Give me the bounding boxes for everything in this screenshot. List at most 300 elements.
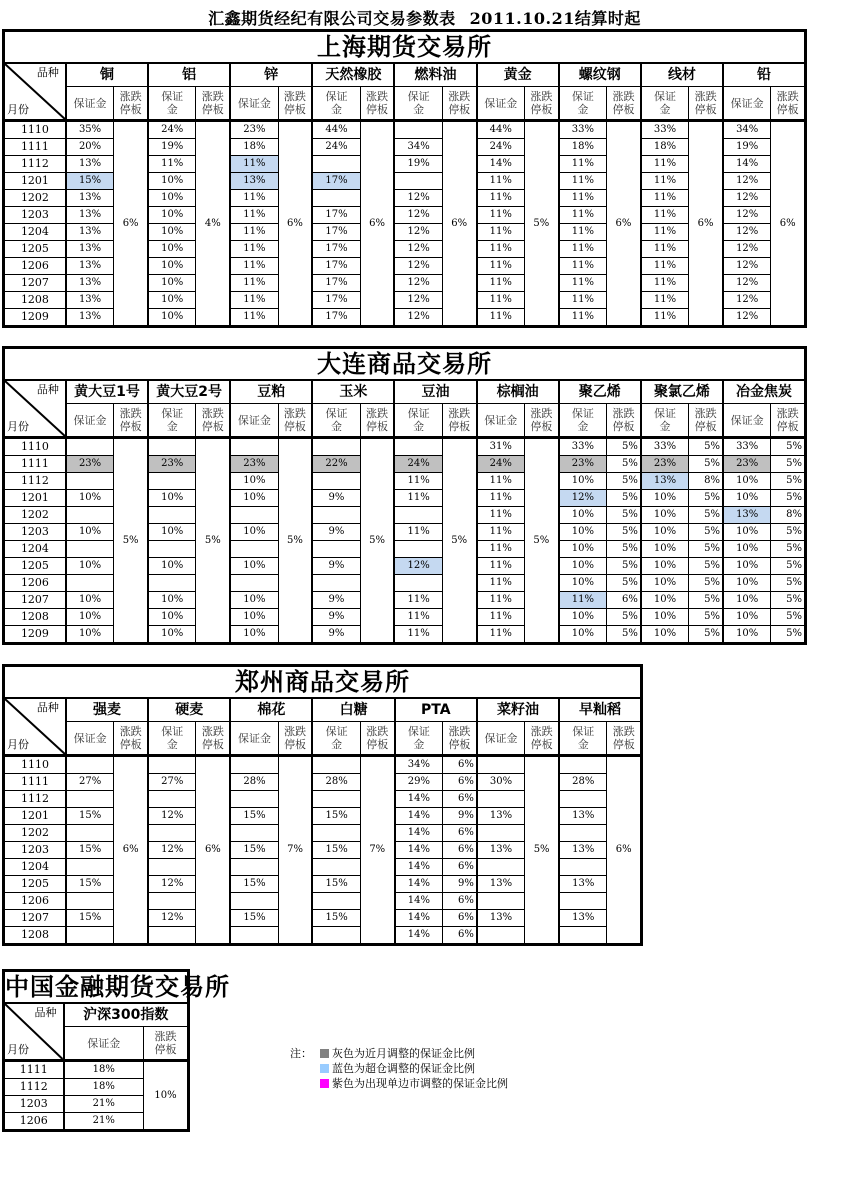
margin-cell: 11% bbox=[477, 309, 525, 327]
margin-cell: 13% bbox=[66, 275, 114, 292]
shfe-table bbox=[2, 29, 807, 328]
limit-cell: 5% bbox=[689, 558, 723, 575]
month-cell: 1208 bbox=[4, 609, 66, 626]
margin-cell bbox=[148, 791, 196, 808]
margin-cell: 10% bbox=[723, 541, 771, 558]
subheader-row bbox=[4, 87, 806, 121]
limit-cell: 5% bbox=[689, 507, 723, 524]
margin-cell: 34% bbox=[723, 121, 771, 139]
margin-cell bbox=[66, 575, 114, 592]
margin-cell bbox=[312, 893, 360, 910]
margin-cell: 14% bbox=[395, 825, 443, 842]
margin-cell: 23% bbox=[230, 456, 278, 473]
margin-cell bbox=[312, 507, 360, 524]
margin-cell: 23% bbox=[66, 456, 114, 473]
margin-cell: 11% bbox=[559, 592, 607, 609]
margin-cell: 9% bbox=[312, 609, 360, 626]
margin-cell: 10% bbox=[230, 473, 278, 490]
month-cell: 1203 bbox=[4, 842, 66, 859]
margin-cell: 13% bbox=[66, 156, 114, 173]
exchange-name: 大连商品交易所 bbox=[4, 348, 806, 381]
limit-cell: 5% bbox=[771, 473, 806, 490]
czce-table bbox=[2, 664, 643, 946]
limit-cell: 6% bbox=[443, 791, 477, 808]
subheader-row bbox=[4, 404, 806, 438]
margin-cell: 12% bbox=[723, 173, 771, 190]
margin-cell: 10% bbox=[230, 592, 278, 609]
product-name: 黄大豆1号 bbox=[66, 380, 148, 404]
margin-cell: 10% bbox=[66, 524, 114, 541]
margin-cell: 10% bbox=[148, 173, 196, 190]
margin-cell: 10% bbox=[559, 541, 607, 558]
product-name: 黄大豆2号 bbox=[148, 380, 230, 404]
margin-cell: 12% bbox=[148, 910, 196, 927]
margin-cell bbox=[477, 859, 525, 876]
limit-cell: 5% bbox=[607, 473, 641, 490]
limit-cell: 8% bbox=[689, 473, 723, 490]
limit-header: 涨跌 停板 bbox=[114, 87, 148, 121]
margin-cell bbox=[148, 756, 196, 774]
margin-cell: 21% bbox=[64, 1113, 144, 1131]
margin-cell: 10% bbox=[66, 490, 114, 507]
month-cell: 1206 bbox=[4, 893, 66, 910]
margin-cell: 34% bbox=[395, 756, 443, 774]
margin-cell: 11% bbox=[559, 207, 607, 224]
margin-cell: 11% bbox=[230, 207, 278, 224]
product-header-row bbox=[4, 63, 806, 87]
margin-cell: 11% bbox=[394, 524, 442, 541]
margin-cell: 10% bbox=[559, 626, 607, 644]
margin-cell: 11% bbox=[230, 156, 278, 173]
margin-cell: 10% bbox=[230, 609, 278, 626]
limit-cell: 6% bbox=[278, 121, 312, 327]
limit-cell: 5% bbox=[524, 438, 558, 644]
margin-cell: 10% bbox=[641, 558, 689, 575]
margin-cell: 17% bbox=[312, 258, 360, 275]
exchange-name: 上海期货交易所 bbox=[4, 31, 806, 64]
margin-cell: 33% bbox=[723, 438, 771, 456]
margin-cell bbox=[477, 756, 525, 774]
month-cell: 1207 bbox=[4, 592, 66, 609]
margin-header: 保证金 bbox=[477, 722, 525, 756]
margin-cell: 15% bbox=[312, 910, 360, 927]
margin-cell bbox=[230, 791, 278, 808]
company-title: 汇鑫期货经纪有限公司交易参数表 bbox=[208, 9, 456, 28]
gray-swatch-icon bbox=[320, 1049, 329, 1058]
note-magenta: 紫色为出现单边市调整的保证金比例 bbox=[332, 1077, 508, 1090]
month-cell: 1204 bbox=[4, 859, 66, 876]
margin-cell: 10% bbox=[723, 609, 771, 626]
limit-cell: 5% bbox=[689, 490, 723, 507]
limit-cell: 5% bbox=[607, 524, 641, 541]
margin-cell bbox=[312, 859, 360, 876]
limit-header: 涨跌 停板 bbox=[524, 87, 558, 121]
limit-cell: 7% bbox=[360, 756, 394, 945]
limit-cell: 5% bbox=[771, 609, 806, 626]
margin-cell bbox=[394, 575, 442, 592]
margin-cell: 11% bbox=[148, 156, 196, 173]
margin-cell bbox=[148, 893, 196, 910]
limit-cell: 5% bbox=[689, 438, 723, 456]
margin-cell: 9% bbox=[312, 490, 360, 507]
limit-cell: 5% bbox=[360, 438, 394, 644]
margin-cell: 11% bbox=[477, 207, 525, 224]
margin-cell: 12% bbox=[723, 258, 771, 275]
margin-cell: 11% bbox=[230, 309, 278, 327]
margin-cell: 19% bbox=[723, 139, 771, 156]
margin-cell: 15% bbox=[312, 808, 360, 825]
margin-cell: 14% bbox=[395, 808, 443, 825]
margin-cell: 10% bbox=[230, 490, 278, 507]
margin-cell: 10% bbox=[66, 609, 114, 626]
product-name: 铅 bbox=[723, 63, 805, 87]
month-cell: 1201 bbox=[4, 173, 66, 190]
margin-cell: 28% bbox=[230, 774, 278, 791]
margin-cell: 10% bbox=[66, 558, 114, 575]
margin-cell: 18% bbox=[230, 139, 278, 156]
month-cell: 1201 bbox=[4, 808, 66, 825]
margin-cell: 11% bbox=[641, 292, 689, 309]
blue-swatch-icon bbox=[320, 1064, 329, 1073]
limit-cell: 6% bbox=[196, 756, 230, 945]
margin-cell bbox=[148, 825, 196, 842]
margin-cell: 28% bbox=[559, 774, 607, 791]
margin-cell: 12% bbox=[148, 876, 196, 893]
margin-cell: 13% bbox=[66, 224, 114, 241]
product-name: 冶金焦炭 bbox=[723, 380, 805, 404]
limit-cell: 5% bbox=[771, 592, 806, 609]
limit-cell: 6% bbox=[114, 121, 148, 327]
limit-cell: 5% bbox=[607, 438, 641, 456]
margin-cell: 10% bbox=[641, 507, 689, 524]
margin-cell: 35% bbox=[66, 121, 114, 139]
limit-cell: 6% bbox=[443, 910, 477, 927]
product-name: 玉米 bbox=[312, 380, 394, 404]
margin-cell: 11% bbox=[477, 626, 525, 644]
margin-cell: 12% bbox=[723, 224, 771, 241]
product-name: 白糖 bbox=[312, 698, 394, 722]
margin-cell: 10% bbox=[148, 190, 196, 207]
margin-cell: 13% bbox=[66, 258, 114, 275]
margin-cell: 11% bbox=[477, 258, 525, 275]
month-cell: 1203 bbox=[4, 1096, 64, 1113]
limit-cell: 4% bbox=[196, 121, 230, 327]
margin-cell: 11% bbox=[477, 473, 525, 490]
margin-header: 保证 金 bbox=[394, 87, 442, 121]
margin-cell: 11% bbox=[559, 241, 607, 258]
margin-cell: 11% bbox=[230, 292, 278, 309]
margin-header: 保证 金 bbox=[148, 87, 196, 121]
margin-cell: 14% bbox=[395, 893, 443, 910]
limit-cell: 5% bbox=[771, 541, 806, 558]
limit-cell: 5% bbox=[607, 626, 641, 644]
limit-header: 涨跌 停板 bbox=[607, 87, 641, 121]
margin-cell: 11% bbox=[477, 292, 525, 309]
limit-header: 涨跌 停板 bbox=[114, 722, 148, 756]
limit-cell: 6% bbox=[443, 756, 477, 774]
margin-cell: 10% bbox=[641, 575, 689, 592]
product-label: 品种 bbox=[36, 701, 59, 714]
month-cell: 1111 bbox=[4, 1061, 64, 1079]
margin-cell: 12% bbox=[394, 275, 442, 292]
margin-cell bbox=[477, 825, 525, 842]
product-name: 燃料油 bbox=[394, 63, 476, 87]
limit-cell: 5% bbox=[607, 558, 641, 575]
margin-cell: 11% bbox=[559, 224, 607, 241]
product-name: 硬麦 bbox=[148, 698, 230, 722]
limit-cell: 5% bbox=[607, 490, 641, 507]
limit-header: 涨跌 停板 bbox=[196, 87, 230, 121]
margin-cell: 14% bbox=[723, 156, 771, 173]
exchange-name: 中国金融期货交易所 bbox=[4, 971, 189, 1004]
margin-cell: 10% bbox=[641, 490, 689, 507]
month-cell: 1206 bbox=[4, 1113, 64, 1131]
exchange-name: 郑州商品交易所 bbox=[4, 666, 642, 699]
margin-cell: 11% bbox=[477, 541, 525, 558]
margin-cell: 9% bbox=[312, 592, 360, 609]
month-cell: 1201 bbox=[4, 490, 66, 507]
margin-cell bbox=[230, 927, 278, 945]
margin-cell: 11% bbox=[641, 207, 689, 224]
margin-cell: 19% bbox=[394, 156, 442, 173]
margin-cell: 11% bbox=[477, 575, 525, 592]
margin-cell: 17% bbox=[312, 309, 360, 327]
margin-cell: 10% bbox=[641, 609, 689, 626]
month-cell: 1207 bbox=[4, 275, 66, 292]
margin-cell: 14% bbox=[477, 156, 525, 173]
margin-cell: 44% bbox=[477, 121, 525, 139]
margin-header: 保证金 bbox=[66, 87, 114, 121]
margin-header: 保证金 bbox=[723, 404, 771, 438]
margin-cell bbox=[148, 575, 196, 592]
margin-cell: 11% bbox=[477, 592, 525, 609]
month-cell: 1207 bbox=[4, 910, 66, 927]
margin-header: 保证金 bbox=[477, 404, 525, 438]
margin-cell: 14% bbox=[395, 791, 443, 808]
margin-cell bbox=[66, 541, 114, 558]
month-cell: 1205 bbox=[4, 876, 66, 893]
margin-cell: 10% bbox=[148, 490, 196, 507]
legend-notes bbox=[290, 1046, 508, 1091]
margin-cell: 12% bbox=[723, 309, 771, 327]
margin-cell bbox=[559, 893, 607, 910]
month-cell: 1209 bbox=[4, 309, 66, 327]
product-header-row bbox=[4, 380, 806, 404]
margin-cell: 33% bbox=[641, 121, 689, 139]
margin-cell: 29% bbox=[395, 774, 443, 791]
limit-cell: 5% bbox=[689, 541, 723, 558]
margin-cell: 20% bbox=[66, 139, 114, 156]
margin-cell: 13% bbox=[477, 910, 525, 927]
margin-cell: 15% bbox=[312, 876, 360, 893]
month-label: 月份 bbox=[7, 103, 29, 116]
margin-cell: 27% bbox=[148, 774, 196, 791]
margin-cell: 13% bbox=[477, 808, 525, 825]
limit-header: 涨跌 停板 bbox=[360, 404, 394, 438]
product-name: 豆粕 bbox=[230, 380, 312, 404]
month-cell: 1202 bbox=[4, 507, 66, 524]
limit-cell: 6% bbox=[607, 121, 641, 327]
margin-cell: 17% bbox=[312, 207, 360, 224]
table-row bbox=[4, 121, 806, 139]
margin-header: 保证 金 bbox=[148, 404, 196, 438]
margin-cell: 9% bbox=[312, 524, 360, 541]
exchange-header-row bbox=[4, 31, 806, 64]
margin-cell: 23% bbox=[641, 456, 689, 473]
margin-cell: 11% bbox=[641, 309, 689, 327]
margin-cell bbox=[477, 927, 525, 945]
month-cell: 1205 bbox=[4, 241, 66, 258]
limit-header: 涨跌 停板 bbox=[607, 404, 641, 438]
margin-cell: 12% bbox=[723, 207, 771, 224]
limit-cell: 8% bbox=[771, 507, 806, 524]
margin-cell: 10% bbox=[723, 575, 771, 592]
product-name: 聚乙烯 bbox=[559, 380, 641, 404]
margin-header: 保证 金 bbox=[312, 87, 360, 121]
limit-cell: 5% bbox=[771, 524, 806, 541]
margin-cell: 11% bbox=[559, 309, 607, 327]
month-cell: 1112 bbox=[4, 156, 66, 173]
margin-cell: 11% bbox=[230, 258, 278, 275]
month-cell: 1111 bbox=[4, 456, 66, 473]
margin-cell: 11% bbox=[559, 258, 607, 275]
limit-cell: 6% bbox=[607, 756, 642, 945]
margin-cell: 15% bbox=[230, 842, 278, 859]
margin-cell: 18% bbox=[64, 1079, 144, 1096]
margin-cell: 10% bbox=[66, 592, 114, 609]
margin-cell bbox=[66, 438, 114, 456]
margin-cell: 13% bbox=[66, 241, 114, 258]
margin-cell: 11% bbox=[394, 473, 442, 490]
limit-cell: 5% bbox=[771, 626, 806, 644]
limit-cell: 6% bbox=[607, 592, 641, 609]
margin-cell: 13% bbox=[66, 292, 114, 309]
month-cell: 1203 bbox=[4, 207, 66, 224]
margin-cell bbox=[230, 825, 278, 842]
margin-cell bbox=[148, 473, 196, 490]
limit-cell: 10% bbox=[144, 1061, 189, 1131]
limit-cell: 5% bbox=[771, 456, 806, 473]
table-row bbox=[4, 1061, 189, 1079]
product-name: 天然橡胶 bbox=[312, 63, 394, 87]
exchange-header-row bbox=[4, 971, 189, 1004]
margin-cell: 9% bbox=[312, 558, 360, 575]
margin-cell: 11% bbox=[641, 173, 689, 190]
margin-cell bbox=[394, 121, 442, 139]
month-cell: 1112 bbox=[4, 473, 66, 490]
margin-cell bbox=[312, 541, 360, 558]
margin-cell bbox=[148, 438, 196, 456]
limit-cell: 6% bbox=[443, 825, 477, 842]
limit-header: 涨跌 停板 bbox=[114, 404, 148, 438]
margin-header: 保证金 bbox=[723, 87, 771, 121]
margin-cell bbox=[66, 825, 114, 842]
margin-header: 保证金 bbox=[66, 404, 114, 438]
margin-cell: 13% bbox=[723, 507, 771, 524]
margin-cell: 33% bbox=[641, 438, 689, 456]
margin-header: 保证 金 bbox=[148, 722, 196, 756]
limit-cell: 5% bbox=[607, 575, 641, 592]
margin-cell: 30% bbox=[477, 774, 525, 791]
limit-cell: 6% bbox=[443, 893, 477, 910]
margin-header: 保证 金 bbox=[641, 87, 689, 121]
margin-cell bbox=[230, 756, 278, 774]
margin-cell: 13% bbox=[66, 190, 114, 207]
product-label: 品种 bbox=[36, 383, 59, 396]
margin-cell: 12% bbox=[394, 224, 442, 241]
margin-cell: 15% bbox=[66, 808, 114, 825]
margin-cell: 27% bbox=[66, 774, 114, 791]
margin-cell: 10% bbox=[559, 473, 607, 490]
margin-cell: 11% bbox=[641, 156, 689, 173]
margin-cell: 10% bbox=[723, 626, 771, 644]
margin-cell: 14% bbox=[395, 842, 443, 859]
margin-cell: 12% bbox=[723, 275, 771, 292]
month-cell: 1204 bbox=[4, 541, 66, 558]
limit-cell: 5% bbox=[607, 541, 641, 558]
product-name: 棉花 bbox=[230, 698, 312, 722]
product-name: 早籼稻 bbox=[559, 698, 641, 722]
margin-cell: 10% bbox=[148, 309, 196, 327]
margin-cell: 24% bbox=[477, 139, 525, 156]
margin-cell: 10% bbox=[230, 626, 278, 644]
limit-cell: 9% bbox=[443, 876, 477, 893]
margin-cell: 10% bbox=[559, 524, 607, 541]
product-header-row bbox=[4, 698, 642, 722]
limit-header: 涨跌 停板 bbox=[278, 87, 312, 121]
margin-cell: 12% bbox=[723, 292, 771, 309]
margin-cell bbox=[66, 927, 114, 945]
margin-header: 保证 金 bbox=[312, 404, 360, 438]
margin-cell: 13% bbox=[477, 876, 525, 893]
margin-cell bbox=[394, 438, 442, 456]
product-name: 线材 bbox=[641, 63, 723, 87]
margin-cell: 10% bbox=[148, 558, 196, 575]
month-cell: 1202 bbox=[4, 190, 66, 207]
margin-cell: 10% bbox=[148, 609, 196, 626]
margin-cell: 10% bbox=[559, 609, 607, 626]
margin-cell bbox=[477, 791, 525, 808]
margin-cell: 11% bbox=[230, 275, 278, 292]
margin-cell bbox=[559, 756, 607, 774]
margin-cell: 10% bbox=[723, 490, 771, 507]
margin-cell: 15% bbox=[230, 876, 278, 893]
corner-header bbox=[4, 380, 66, 438]
margin-cell: 18% bbox=[559, 139, 607, 156]
limit-header: 涨跌 停板 bbox=[442, 404, 476, 438]
limit-cell: 6% bbox=[771, 121, 806, 327]
table-row bbox=[4, 438, 806, 456]
margin-cell: 11% bbox=[477, 241, 525, 258]
product-name: 聚氯乙烯 bbox=[641, 380, 723, 404]
margin-cell: 17% bbox=[312, 224, 360, 241]
margin-cell: 11% bbox=[559, 275, 607, 292]
margin-cell: 12% bbox=[394, 207, 442, 224]
margin-cell: 11% bbox=[394, 592, 442, 609]
margin-cell: 11% bbox=[394, 626, 442, 644]
margin-cell: 12% bbox=[394, 309, 442, 327]
margin-cell: 12% bbox=[394, 258, 442, 275]
margin-cell: 11% bbox=[477, 224, 525, 241]
margin-cell bbox=[148, 507, 196, 524]
margin-cell: 22% bbox=[312, 456, 360, 473]
margin-cell: 11% bbox=[559, 173, 607, 190]
effective-date: 2011.10.21结算时起 bbox=[469, 9, 641, 28]
margin-cell: 23% bbox=[148, 456, 196, 473]
limit-cell: 5% bbox=[524, 121, 558, 327]
margin-cell: 10% bbox=[559, 507, 607, 524]
margin-cell bbox=[148, 859, 196, 876]
